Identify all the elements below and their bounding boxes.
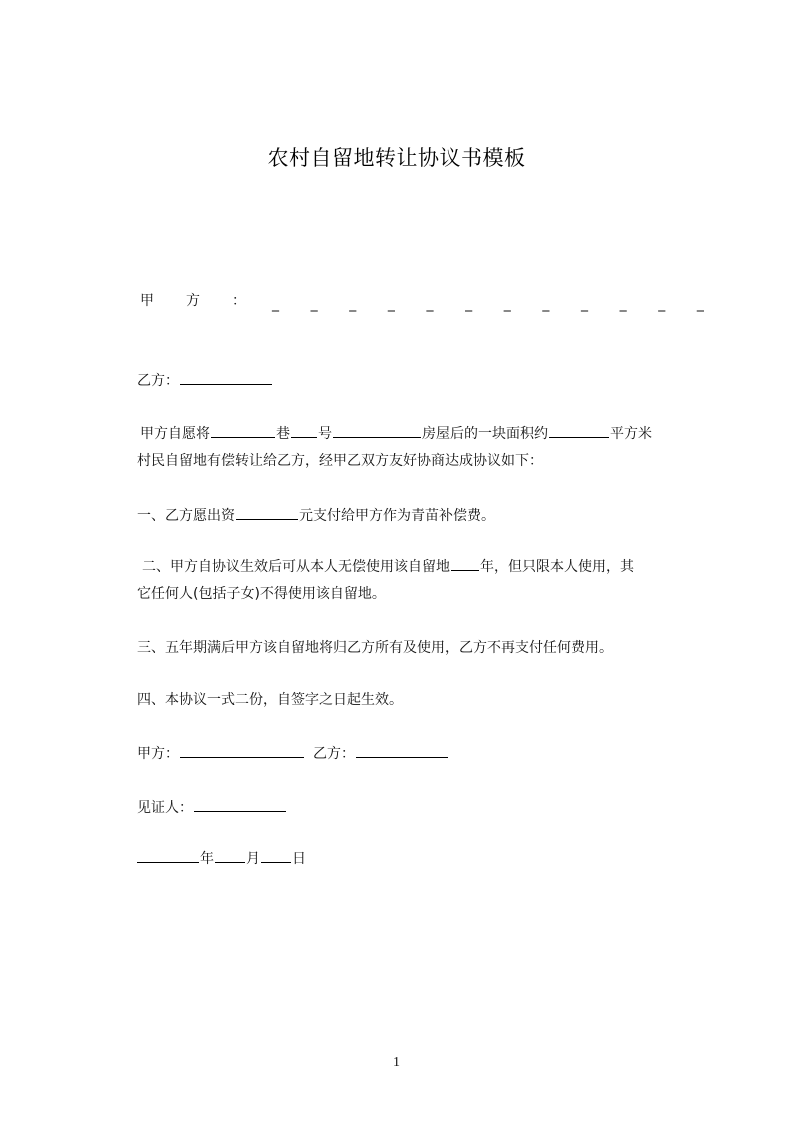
dash: _ [503,296,511,312]
clause-text: 年，但只限本人使用，其 [480,559,634,575]
intro-line-1 [140,423,652,445]
lane-blank[interactable] [211,423,275,438]
party-a-char-2: 方 [186,293,200,309]
clause-text: 一、乙方愿出资 [137,508,235,524]
dash: _ [465,296,473,312]
dash: _ [581,296,588,312]
intro-text: 号 [318,426,332,442]
dash: _ [696,296,704,312]
clause-text: 二、甲方自协议生效后可从本人无偿使用该自留地 [142,559,450,575]
house-blank[interactable] [333,423,421,438]
day-blank[interactable] [261,848,291,863]
witness-line [137,797,287,819]
party-b-blank[interactable] [180,370,272,385]
clause-text: 元支付给甲方作为青苗补偿费。 [299,508,495,524]
dash: _ [426,296,434,312]
day-label: 日 [292,851,306,867]
clause-2-line-2: 它任何人(包括子女)不得使用该自留地。 [137,586,386,602]
intro-text: 平方米 [610,426,652,442]
amount-blank[interactable] [236,505,298,520]
party-a-signature-blank[interactable] [180,743,304,758]
dash: _ [387,296,395,312]
month-label: 月 [246,851,260,867]
intro-text: 巷 [276,426,290,442]
month-blank[interactable] [215,848,245,863]
dash: _ [310,296,318,312]
party-b-line [137,370,273,392]
party-b-label: 乙方： [137,373,179,389]
intro-text: 房屋后的一块面积约 [422,426,548,442]
witness-blank[interactable] [194,797,286,812]
party-a-dash-blank [272,293,704,315]
party-b-signature-blank[interactable] [356,743,448,758]
witness-label: 见证人： [137,800,193,816]
dash: _ [542,296,550,312]
year-label: 年 [200,851,214,867]
intro-line-2: 村民自留地有偿转让给乙方，经甲乙双方友好协商达成协议如下： [137,453,543,469]
dash: _ [272,296,279,312]
year-blank[interactable] [137,848,199,863]
clause-1 [137,505,495,527]
party-a-colon: ： [232,293,246,309]
years-blank[interactable] [451,556,479,571]
clause-2-line-1 [142,556,634,578]
dash: _ [349,296,357,312]
dash: _ [619,296,627,312]
document-title: 农村自留地转让协议书模板 [267,146,526,170]
number-blank[interactable] [291,423,317,438]
party-a-signature-label: 甲方： [137,746,179,762]
dash: _ [658,296,666,312]
area-blank[interactable] [549,423,609,438]
page-number: 1 [393,1055,400,1070]
clause-4: 四、本协议一式二份，自签字之日起生效。 [137,692,403,708]
intro-text: 甲方自愿将 [140,426,210,442]
date-line [137,848,306,870]
party-a-char-1: 甲 [140,293,154,309]
party-b-signature-label: 乙方： [313,746,355,762]
clause-3: 三、五年期满后甲方该自留地将归乙方所有及使用，乙方不再支付任何费用。 [137,640,613,656]
signature-line [137,743,449,765]
